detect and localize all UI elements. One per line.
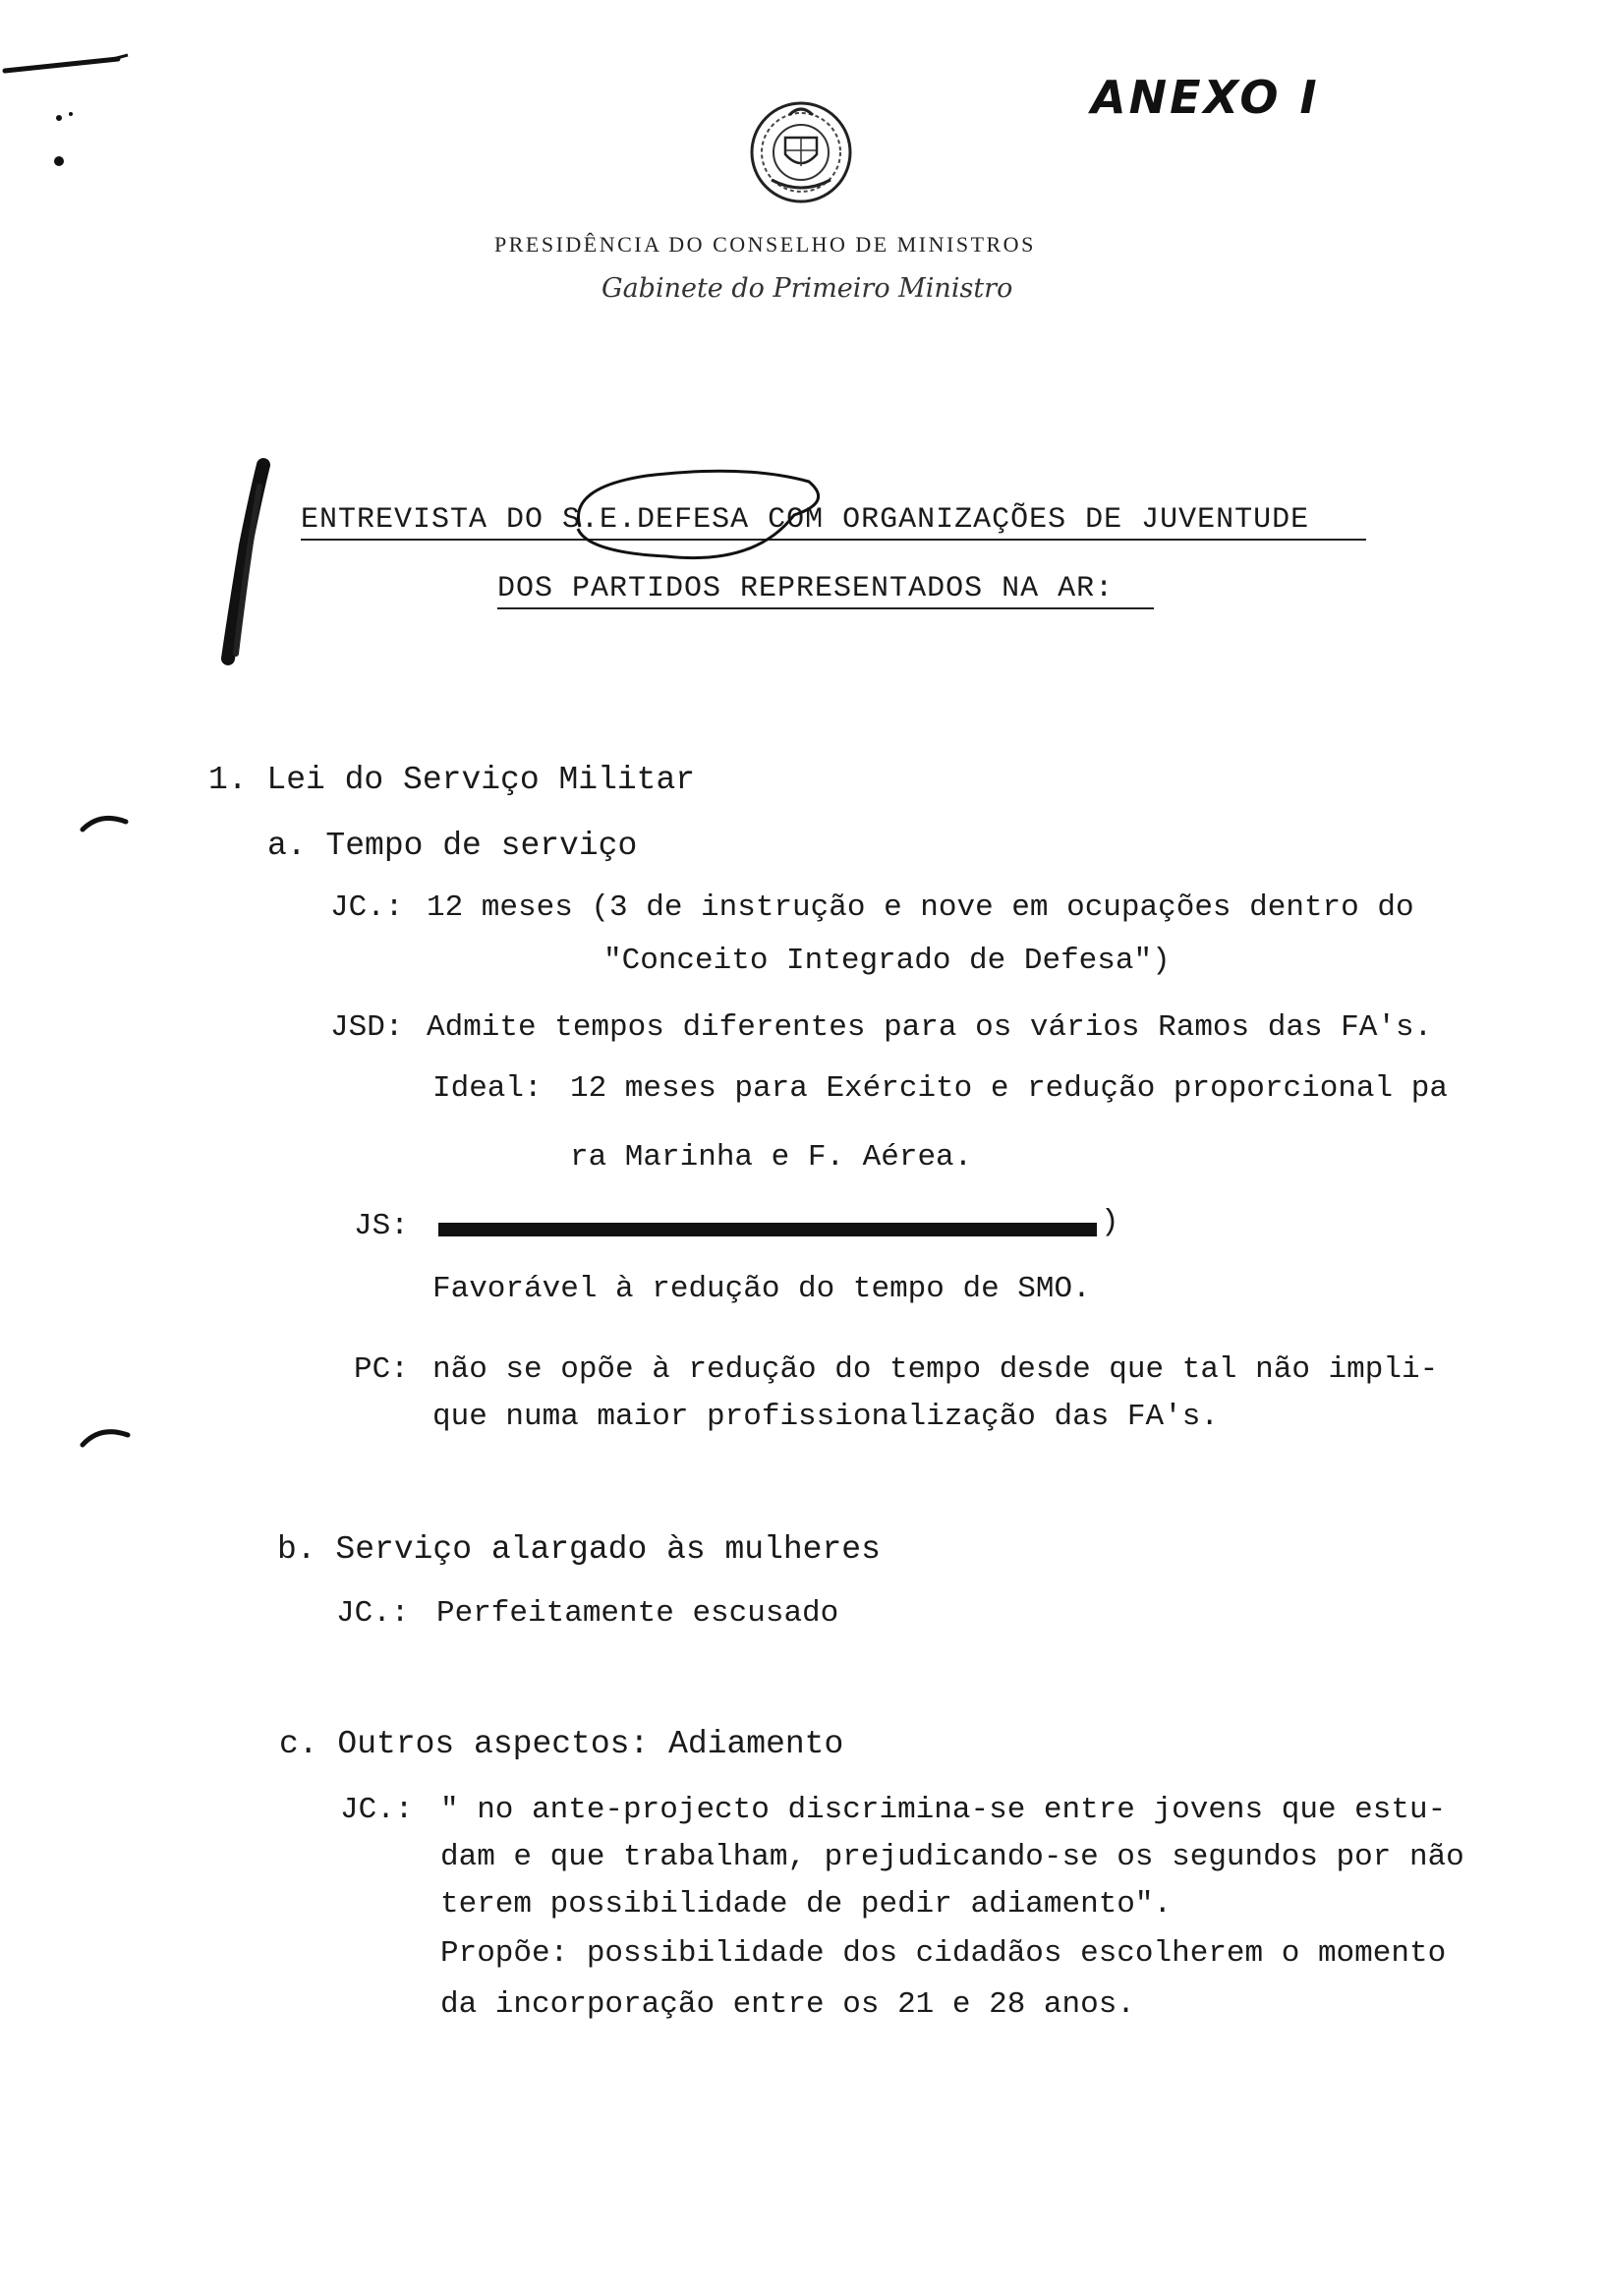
c-jc-line4: Propõe: possibilidade dos cidadãos escolherem o momento — [440, 1936, 1447, 1971]
js-label: JS: — [354, 1209, 409, 1243]
annex-annotation: ANEXO I — [1091, 71, 1320, 124]
b-jc-text: Perfeitamente escusado — [436, 1596, 839, 1631]
jsd-ideal-line2: ra Marinha e F. Aérea. — [570, 1140, 973, 1175]
jc-text-line1: 12 meses (3 de instrução e nove em ocupações dentro do — [427, 890, 1414, 925]
circled-annotation — [548, 458, 843, 586]
coat-of-arms-icon — [742, 93, 860, 211]
title-underline-2 — [497, 607, 1154, 609]
c-jc-line2: dam e que trabalham, prejudicando-se os segundos por não — [440, 1840, 1464, 1874]
margin-arc-mark — [77, 1421, 136, 1461]
margin-scribble — [0, 39, 157, 177]
js-close-paren: ) — [1101, 1205, 1119, 1239]
jsd-label: JSD: — [330, 1010, 404, 1045]
margin-arc-mark — [77, 808, 136, 847]
cabinet-name: Gabinete do Primeiro Ministro — [602, 273, 1013, 304]
title-text-end: COM ORGANIZAÇÕES DE JUVENTUDE — [749, 503, 1310, 537]
js-text-line2: Favorável à redução do tempo de SMO. — [432, 1272, 1091, 1306]
c-jc-line1: " no ante-projecto discrimina-se entre jovens que estu- — [440, 1793, 1447, 1827]
organization-name: PRESIDÊNCIA DO CONSELHO DE MINISTROS — [494, 232, 1036, 257]
c-jc-line3: terem possibilidade de pedir adiamento". — [440, 1887, 1173, 1922]
title-circled-text: S.E.DEFESA — [562, 503, 750, 537]
pc-text-line2: que numa maior profissionalização das FA's. — [432, 1400, 1219, 1434]
jc-label: JC.: — [330, 890, 404, 925]
section-heading: 1. Lei do Serviço Militar — [208, 762, 696, 798]
c-jc-label: JC.: — [340, 1793, 414, 1827]
title-text-start: ENTREVISTA DO — [301, 503, 563, 537]
subsection-c-heading: c. Outros aspectos: Adiamento — [279, 1726, 844, 1762]
margin-pen-stroke — [216, 457, 295, 673]
c-jc-line5: da incorporação entre os 21 e 28 anos. — [440, 1987, 1135, 2022]
subsection-a-heading: a. Tempo de serviço — [267, 828, 638, 864]
pc-text-line1: não se opõe à redução do tempo desde que tal não impli- — [432, 1352, 1439, 1387]
jsd-ideal-line1: 12 meses para Exército e redução proporcional pa — [570, 1071, 1448, 1106]
subsection-b-heading: b. Serviço alargado às mulheres — [277, 1531, 881, 1568]
b-jc-label: JC.: — [336, 1596, 410, 1631]
jsd-ideal-label: Ideal: — [432, 1071, 543, 1106]
redacted-text — [438, 1223, 1097, 1236]
jsd-text-line1: Admite tempos diferentes para os vários Ramos das FA's. — [427, 1010, 1433, 1045]
document-title-line2: DOS PARTIDOS REPRESENTADOS NA AR: — [497, 572, 1115, 605]
jc-text-line2: "Conceito Integrado de Defesa") — [603, 944, 1171, 978]
pc-label: PC: — [354, 1352, 409, 1387]
